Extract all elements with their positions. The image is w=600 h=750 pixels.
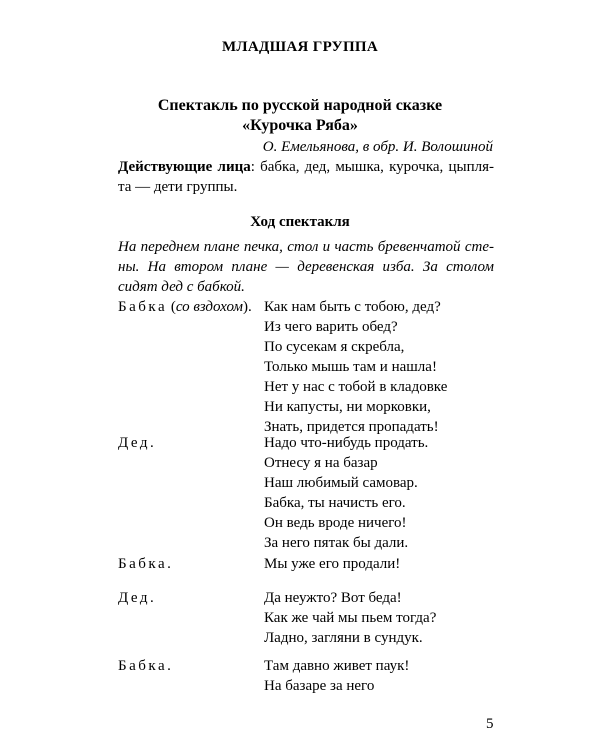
section-header: МЛАДШАЯ ГРУППА	[221, 39, 379, 55]
verse-lines	[264, 297, 494, 437]
verse-line: Наш любимый самовар.	[264, 475, 418, 491]
verse-line: Знать, придется пропадать!	[264, 419, 439, 435]
speaker-name: Бабка.	[118, 556, 171, 572]
dialogue-block	[118, 554, 494, 574]
verse-line: Он ведь вроде ничего!	[264, 515, 407, 531]
verse-lines	[264, 554, 494, 574]
dialogue-block	[118, 588, 494, 648]
play-title-line-1: Спектакль по русской народной сказке	[157, 97, 443, 114]
verse-lines	[264, 433, 494, 553]
dialogue-block	[118, 297, 494, 437]
dialogue-block	[118, 433, 494, 553]
verse-line: Надо что-нибудь продать.	[264, 435, 429, 451]
verse-line: Только мышь там и нашла!	[264, 359, 437, 375]
verse-line: Из чего варить обед?	[264, 319, 398, 335]
verse-line: По сусекам я скребла,	[264, 339, 405, 355]
speaker-note: со вздохом	[175, 299, 243, 315]
play-title	[0, 96, 600, 136]
verse-line: Бабка, ты начисть его.	[264, 495, 406, 511]
speaker-name: Дед.	[118, 435, 154, 451]
characters-label: Действующие лица	[118, 159, 251, 175]
verse-line: На базаре за него	[264, 678, 375, 694]
verse-line: Отнесу я на базар	[264, 455, 378, 471]
verse-line: Ни капусты, ни морковки,	[264, 399, 431, 415]
page-number: 5	[486, 716, 494, 732]
stage-direction: На переднем плане печка, стол и часть бревенчатой сте-ны. На втором плане — деревенская изба. За столом сидят дед с бабкой.	[118, 239, 494, 295]
speaker-name: Бабка.	[118, 658, 171, 674]
speaker-name: Бабка (со вздохом).	[118, 299, 252, 315]
characters-paragraph	[118, 157, 494, 197]
verse-line: Как же чай мы пьем тогда?	[264, 610, 437, 626]
author-credit: О. Емельянова, в обр. И. Волошиной	[262, 139, 493, 155]
verse-lines	[264, 656, 494, 696]
verse-line: Да неужто? Вот беда!	[264, 590, 402, 606]
subheading: Ход спектакля	[250, 214, 350, 230]
verse-line: Нет у нас с тобой в кладовке	[264, 379, 448, 395]
verse-line: Мы уже его продали!	[264, 556, 401, 572]
verse-line: За него пятак бы дали.	[264, 535, 409, 551]
verse-line: Как нам быть с тобою, дед?	[264, 299, 441, 315]
play-title-line-2: «Курочка Ряба»	[242, 117, 358, 134]
dialogue-block	[118, 656, 494, 696]
speaker-name: Дед.	[118, 590, 154, 606]
verse-lines	[264, 588, 494, 648]
characters-text: : бабка, дед, мышка, курочка, цыпля-та — дети группы.	[118, 159, 494, 195]
verse-line: Там давно живет паук!	[264, 658, 410, 674]
verse-line: Ладно, загляни в сундук.	[264, 630, 423, 646]
